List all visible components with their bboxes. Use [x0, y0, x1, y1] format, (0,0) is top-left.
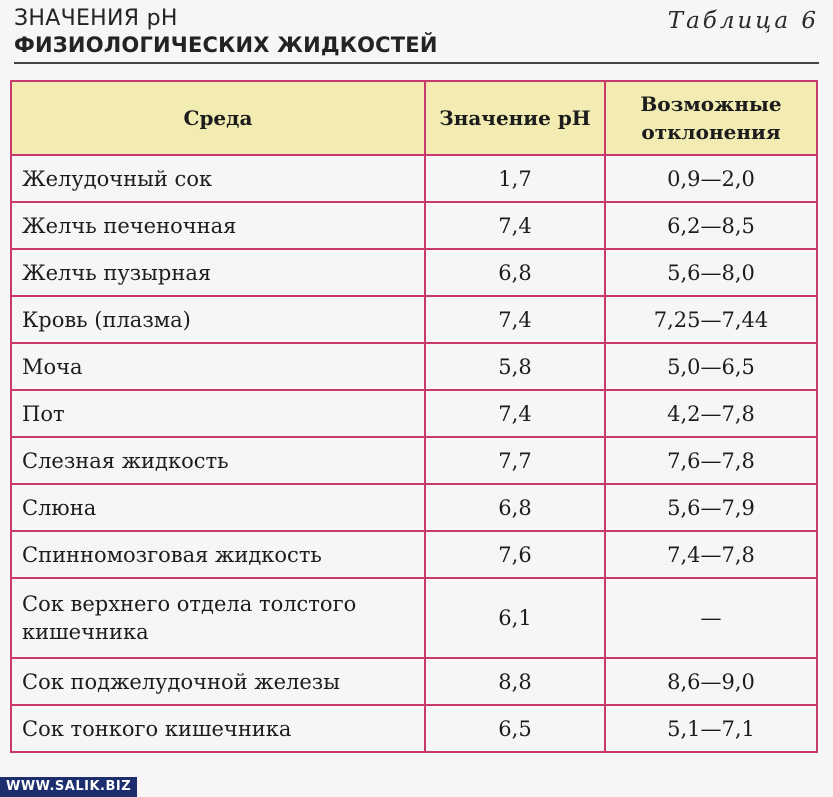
header-divider: [14, 62, 819, 64]
column-header-medium: Среда: [11, 81, 425, 155]
table-row: [11, 484, 817, 531]
cell-medium: Слюна: [11, 484, 425, 531]
table-header-row: [11, 81, 817, 155]
cell-range: 7,4—7,8: [605, 531, 817, 578]
column-header-ph: Значение pH: [425, 81, 605, 155]
cell-ph: 7,6: [425, 531, 605, 578]
cell-ph: 6,8: [425, 484, 605, 531]
cell-range: 5,6—8,0: [605, 249, 817, 296]
cell-range: 7,25—7,44: [605, 296, 817, 343]
cell-range: 5,6—7,9: [605, 484, 817, 531]
table-row: [11, 249, 817, 296]
table-row: [11, 202, 817, 249]
table-row: [11, 343, 817, 390]
ph-table: [10, 80, 818, 753]
cell-ph: 6,8: [425, 249, 605, 296]
table-row: [11, 658, 817, 705]
cell-range: 4,2—7,8: [605, 390, 817, 437]
table-label: Таблица 6: [667, 8, 819, 34]
cell-medium: Желчь печеночная: [11, 202, 425, 249]
cell-medium: Пот: [11, 390, 425, 437]
cell-range: 7,6—7,8: [605, 437, 817, 484]
table-row: [11, 155, 817, 202]
cell-range: 5,1—7,1: [605, 705, 817, 752]
cell-range: 6,2—8,5: [605, 202, 817, 249]
cell-ph: 7,4: [425, 390, 605, 437]
cell-ph: 7,7: [425, 437, 605, 484]
cell-range: 8,6—9,0: [605, 658, 817, 705]
cell-range: —: [605, 578, 817, 658]
cell-ph: 1,7: [425, 155, 605, 202]
cell-medium: Слезная жидкость: [11, 437, 425, 484]
table-row: [11, 296, 817, 343]
page-header: [14, 6, 819, 68]
table-row: [11, 531, 817, 578]
cell-medium: Сок тонкого кишечника: [11, 705, 425, 752]
cell-ph: 5,8: [425, 343, 605, 390]
cell-medium: Спинномозговая жидкость: [11, 531, 425, 578]
table-row: [11, 437, 817, 484]
cell-ph: 7,4: [425, 296, 605, 343]
cell-range: 5,0—6,5: [605, 343, 817, 390]
cell-medium: Кровь (плазма): [11, 296, 425, 343]
title-line-1: ЗНАЧЕНИЯ pH: [14, 6, 178, 31]
cell-medium: Сок поджелудочной железы: [11, 658, 425, 705]
site-watermark: WWW.SALIK.BIZ: [0, 777, 137, 797]
cell-medium: Желудочный сок: [11, 155, 425, 202]
cell-ph: 8,8: [425, 658, 605, 705]
column-header-range: Возможные отклонения: [605, 81, 817, 155]
title-line-2: ФИЗИОЛОГИЧЕСКИХ ЖИДКОСТЕЙ: [14, 33, 438, 57]
table-row: [11, 705, 817, 752]
cell-medium: Желчь пузырная: [11, 249, 425, 296]
table-row: [11, 578, 817, 658]
cell-ph: 6,1: [425, 578, 605, 658]
cell-medium: Сок верхнего отдела толстого кишечника: [11, 578, 425, 658]
cell-ph: 6,5: [425, 705, 605, 752]
cell-ph: 7,4: [425, 202, 605, 249]
cell-medium: Моча: [11, 343, 425, 390]
cell-range: 0,9—2,0: [605, 155, 817, 202]
table-row: [11, 390, 817, 437]
